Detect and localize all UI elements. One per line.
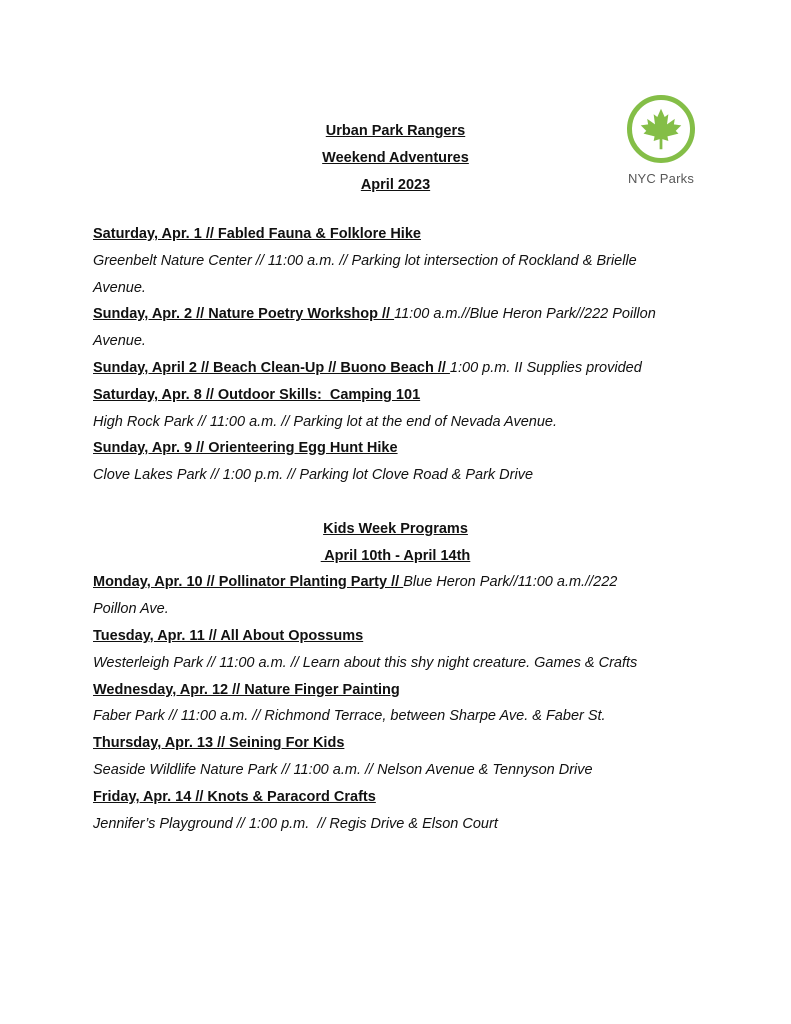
event-line (93, 359, 733, 377)
event-detail: Westerleigh Park // 11:00 a.m. // Learn about this shy night creature. Games & Crafts (93, 655, 638, 671)
event-title (93, 386, 733, 404)
header-month: April 2023 (360, 177, 431, 193)
header-title: Urban Park Rangers (325, 123, 466, 139)
event-title-text: Monday, Apr. 10 // Pollinator Planting Party // (93, 574, 404, 590)
event-detail: Avenue. (93, 280, 146, 296)
kids-week-dates: April 10th - April 14th (320, 548, 471, 564)
event-title (93, 439, 733, 457)
event-detail: Seaside Wildlife Nature Park // 11:00 a.m. // Nelson Avenue & Tennyson Drive (93, 762, 593, 778)
event-title-text: Sunday, April 2 // Beach Clean-Up // Buono Beach // (93, 360, 450, 376)
event-title-text: Sunday, Apr. 9 // Orienteering Egg Hunt Hike (93, 440, 398, 456)
event-title-text: Saturday, Apr. 8 // Outdoor Skills: Camping 101 (93, 387, 421, 403)
event-line (93, 573, 733, 591)
event-detail: Poillon Ave. (93, 601, 169, 617)
event-title-text: Thursday, Apr. 13 // Seining For Kids (93, 735, 345, 751)
event-title (93, 788, 733, 806)
logo-text: NYC Parks (627, 171, 695, 186)
kids-week-heading: Kids Week Programs (323, 521, 468, 537)
event-detail: Avenue. (93, 333, 146, 349)
event-title-text: Sunday, Apr. 2 // Nature Poetry Workshop // (93, 306, 395, 322)
event-detail: Jennifer’s Playground // 1:00 p.m. // Regis Drive & Elson Court (93, 816, 498, 832)
page-header (0, 118, 791, 199)
event-detail: 11:00 a.m.//Blue Heron Park//222 Poillon (394, 306, 656, 322)
event-title (93, 225, 733, 243)
event-detail: High Rock Park // 11:00 a.m. // Parking lot at the end of Nevada Avenue. (93, 414, 557, 430)
header-subtitle: Weekend Adventures (322, 150, 469, 166)
event-title (93, 627, 733, 645)
event-title (93, 681, 733, 699)
event-detail: Clove Lakes Park // 1:00 p.m. // Parking lot Clove Road & Park Drive (93, 467, 534, 483)
event-line (93, 305, 733, 323)
event-title-text: Saturday, Apr. 1 // Fabled Fauna & Folklore Hike (93, 226, 421, 242)
event-title (93, 734, 733, 752)
event-detail: Greenbelt Nature Center // 11:00 a.m. // Parking lot intersection of Rockland & Brielle (93, 253, 637, 269)
event-title-text: Wednesday, Apr. 12 // Nature Finger Painting (93, 682, 400, 698)
event-title-text: Tuesday, Apr. 11 // All About Opossums (93, 628, 364, 644)
event-detail: Faber Park // 11:00 a.m. // Richmond Terrace, between Sharpe Ave. & Faber St. (93, 708, 606, 724)
event-title-text: Friday, Apr. 14 // Knots & Paracord Crafts (93, 789, 376, 805)
event-detail: 1:00 p.m. II Supplies provided (449, 360, 642, 376)
event-detail: Blue Heron Park//11:00 a.m.//222 (403, 574, 618, 590)
